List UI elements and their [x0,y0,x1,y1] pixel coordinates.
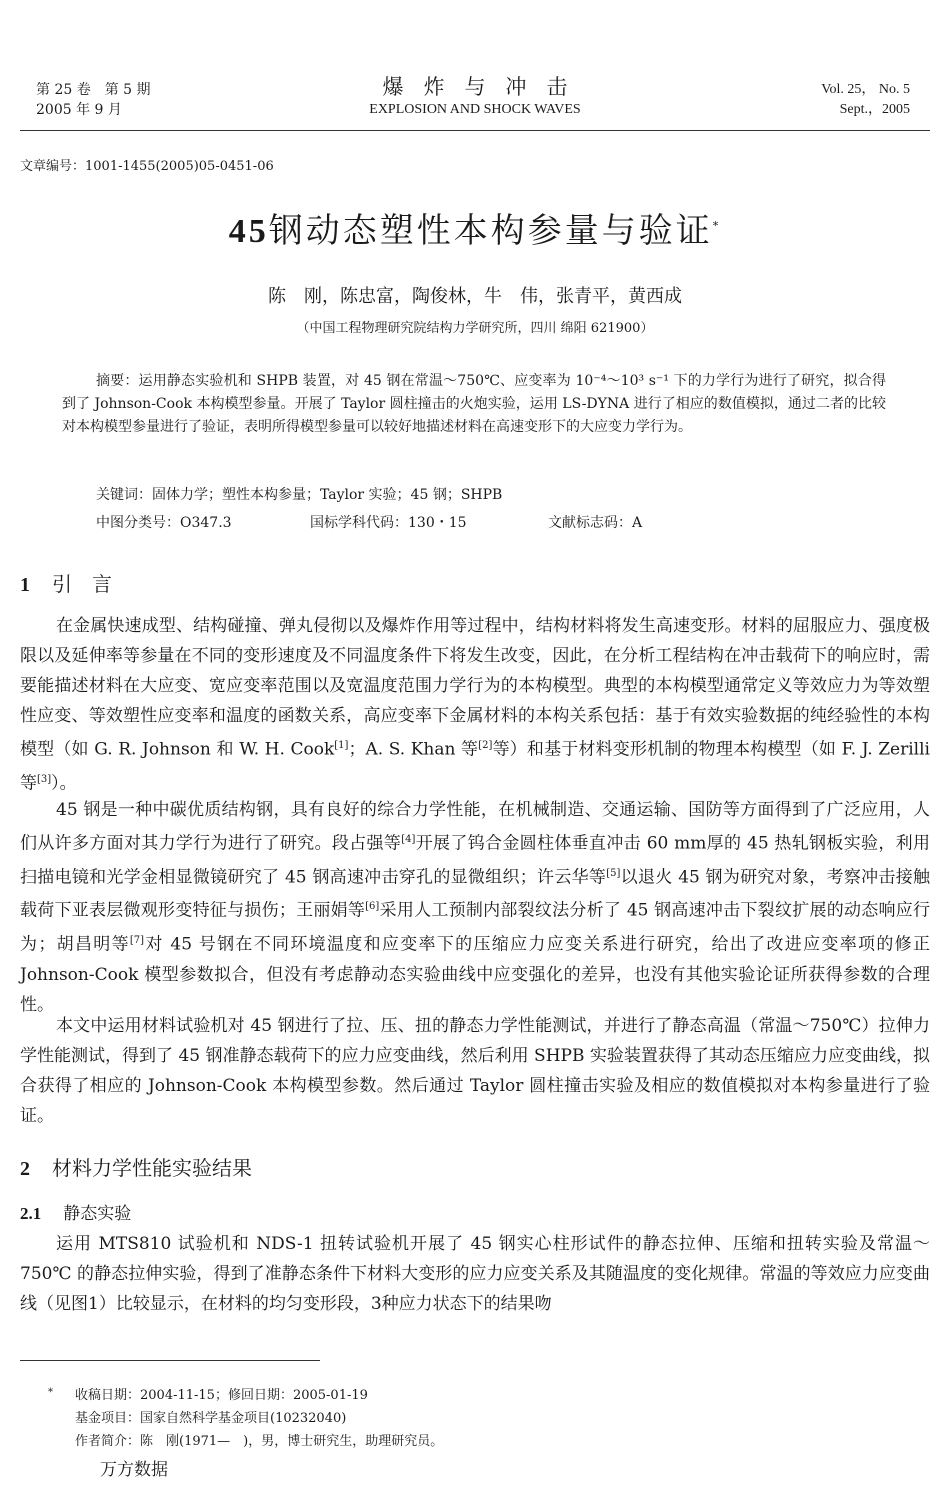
header-divider [20,130,930,131]
static-paragraph-1: 运用 MTS810 试验机和 NDS-1 扭转试验机开展了 45 钢实心柱形试件的静态拉伸、压缩和扭转实验及常温～750℃ 的静态拉伸实验，得到了准静态条件下材料大变形的应力应变关系及其随温度的变化规律。常温的等效应力应变曲线（见图1）比较显示，在材料的均匀变形段，3种应力状态下的结果吻 [20,1234,930,1314]
header-vol-en: Vol. 25， No. 5 [821,82,910,97]
title-number: 45 [228,213,269,250]
section-2-number: 2 [20,1158,30,1180]
section-2-heading [20,1152,252,1181]
title-text: 钢动态塑性本构参量与验证 [268,211,713,251]
section-2-title: 材料力学性能实验结果 [52,1156,252,1180]
subject-code: 国标学科代码：130・15 [310,515,467,531]
abstract: 摘要：运用静态实验机和 SHPB 装置，对 45 钢在常温～750℃、应变率为 10⁻⁴～10³ s⁻¹ 下的力学行为进行了研究，拟合得到了 Johnson-Cook 本构模型参量。开展了 Taylor 圆柱撞击的火炮实验，运用 LS-DYNA 进行了相应的数值模拟，通过二者的比较对本构模型参量进行了验证，表明所得模型参量可以较好地描述材料在高速变形下的大应变力学行为。 [62,373,886,435]
header-vol-issue: 第 25 卷 第 5 期 [36,82,151,98]
header-issue-info [36,80,151,120]
clc-number: 中图分类号：O347.3 [96,515,232,531]
citation: [5] [606,867,621,879]
section-2-1-heading [20,1199,131,1224]
title-footnote-mark: * [712,219,722,233]
intro-paragraph-3: 本文中运用材料试验机对 45 钢进行了拉、压、扭的静态力学性能测试，并进行了静态高温（常温～750℃）拉伸力学性能测试，得到了 45 钢准静态载荷下的应力应变曲线，然后利用 SHPB 实验装置获得了其动态压缩应力应变曲线，拟合获得了相应的 Johnson-Cook 本构模型参数。然后通过 Taylor 圆柱撞击实验及相应的数值模拟对本构参量进行了验证。 [20,1016,930,1126]
doc-code: 文献标志码：A [548,515,643,531]
journal-title-cn: 爆炸与冲击 [382,75,588,99]
footnote-star: * [48,1387,53,1398]
footnote [75,1384,443,1453]
section-1-heading [20,568,112,597]
classification [96,512,642,532]
section-1-number: 1 [20,574,30,596]
header-date-cn: 2005 年 9 月 [36,102,122,118]
header-date-en: Sept.，2005 [839,102,910,117]
footnote-fund: 基金项目：国家自然科学基金项目(10232040) [75,1411,347,1426]
section-2-1-number: 2.1 [20,1204,42,1223]
watermark-wanfang: 万方数据 [100,1460,168,1480]
affiliation: （中国工程物理研究院结构力学研究所，四川 绵阳 621900） [296,321,654,336]
citation: [7] [129,934,145,946]
citation: [1] [334,740,349,751]
article-number: 文章编号：1001-1455(2005)05-0451-06 [20,159,274,174]
section-2-1-title: 静态实验 [63,1204,132,1224]
journal-title-en: EXPLOSION AND SHOCK WAVES [369,102,581,117]
header-journal [250,74,700,120]
intro-paragraph-2: 45 钢是一种中碳优质结构钢，具有良好的综合力学性能，在机械制造、交通运输、国防等方面得到了广泛应用，人们从许多方面对其力学行为进行了研究。段占强等[4]开展了钨合金圆柱体垂直冲击 60 mm厚的 45 热轧钢板实验，利用扫描电镜和光学金相显微镜研究了 45 钢高速冲击穿孔的显微组织；许云华等[5]以退火 45 钢为研究对象，考察冲击接触载荷下亚表层微观形变特征与损伤；王丽娟等[6]采用人工预制内部裂纹法分析了 45 钢高速冲击下裂纹扩展的动态响应行为；胡昌明等[7]对 45 号钢在不同环境温度和应变率下的压缩应力应变关系进行研究，给出了改进应变率项的修正 Johnson-Cook 模型参数拟合，但没有考虑静动态实验曲线中应变强化的差异，也没有其他实验论证所获得参数的合理性。 [20,800,931,1015]
footnote-divider [20,1360,320,1361]
citation: [2] [478,740,493,751]
header-issue-info-en [821,80,910,120]
keywords: 关键词：固体力学；塑性本构参量；Taylor 实验；45 钢；SHPB [96,487,503,503]
citation: [3] [37,773,52,785]
citation: [6] [365,901,380,913]
authors: 陈 刚，陈忠富，陶俊林，牛 伟，张青平，黄西成 [268,286,682,307]
footnote-author: 作者简介：陈 刚(1971— )，男，博士研究生，助理研究员。 [75,1434,444,1449]
citation: [4] [401,834,416,845]
paper-title [0,203,950,252]
intro-paragraph-1: 在金属快速成型、结构碰撞、弹丸侵彻以及爆炸作用等过程中，结构材料将发生高速变形。材料的屈服应力、强度极限以及延伸率等参量在不同的变形速度及不同温度条件下将发生改变，因此，在分析工程结构在冲击载荷下的响应时，需要能描述材料在大应变、宽应变率范围以及宽温度范围力学行为的本构模型。典型的本构模型通常定义等效应力为等效塑性应变、等效塑性应变率和温度的函数关系，高应变率下金属材料的本构关系包括：基于有效实验数据的纯经验性的本构模型（如 G. R. Johnson 和 W. H. Cook[1]；A. S. Khan 等[2]等）和基于材料变形机制的物理本构模型（如 F. J. Zerilli 等[3]）。 [20,616,930,794]
section-1-title: 引 言 [52,572,112,596]
footnote-received: 收稿日期：2004-11-15；修回日期：2005-01-19 [75,1388,368,1403]
